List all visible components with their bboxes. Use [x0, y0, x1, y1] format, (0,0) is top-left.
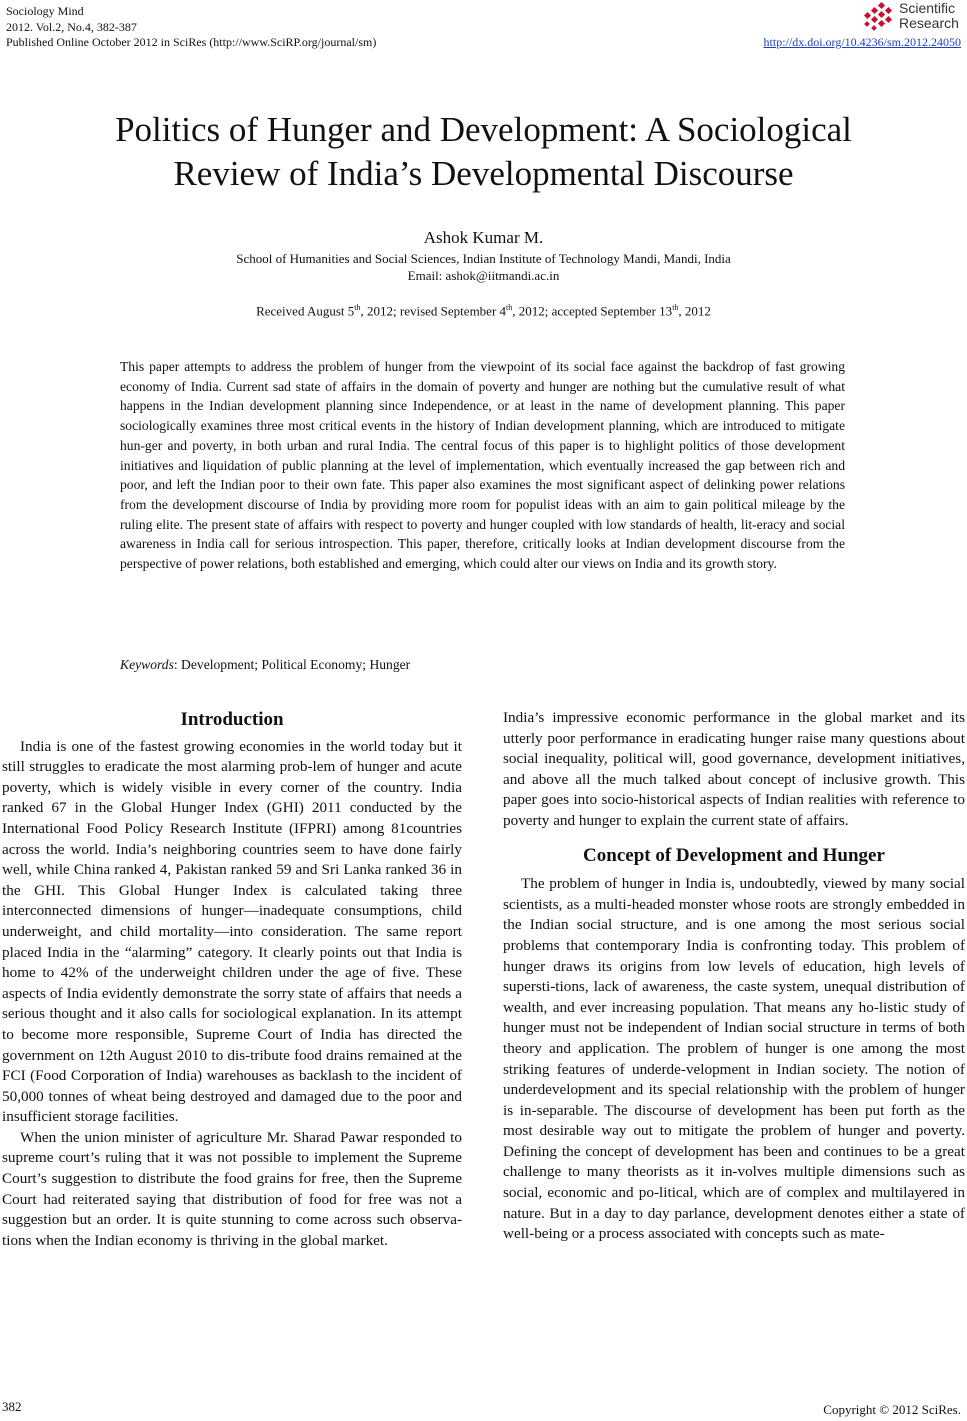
introduction-heading: Introduction	[180, 709, 284, 730]
affiliation-block	[0, 250, 967, 284]
logo-wordmark	[899, 1, 959, 31]
intro-paragraph-1: India is one of the fastest growing economies in the world today but it still struggles to eradicate the most alarming prob-lem of hunger and acute poverty, which is widely visible in every corner of the country. India ranked 67 in the Global Hunger Index (GHI) 2011 conducted by the International Food Policy Research Institute (IFPRI) among 81countries across the world. India’s neighboring countries seem to have done fairly well, while China ranked 4, Pakistan ranked 59 and Sri Lanka ranked 36 in the GHI. This Global Hunger Index is calculated taking three interconnected dimensions of hunger—inadequate consumptions, child underweight, and child mortality—into consideration. The same report placed India in the “alarming” category. It clearly points out that India is home to 42% of the underweight children under the age of five. These aspects of India evidently demonstrate the sorry state of affairs that needs a serious thought and it also calls for sociological explanation. In its attempt to become more responsible, Supreme Court of India has directed the government on 12th August 2010 to dis-tribute food drains remained at the FCI (Food Corporation of India) warehouses as backlash to the incident of 50,000 tonnes of wheat being destroyed and damaged due to the poor and insufficient storage facilities.	[2, 737, 462, 1126]
publisher-logo	[863, 0, 963, 34]
received-sup-1: th	[354, 303, 361, 312]
journal-header	[6, 4, 376, 51]
doi-link[interactable]: http://dx.doi.org/10.4236/sm.2012.24050	[763, 35, 961, 49]
received-text-2: , 2012; revised September 4	[360, 303, 507, 319]
abstract: This paper attempts to address the problem of hunger from the viewpoint of its social face against the backdrop of fast growing economy of India. Current sad state of affairs in the domain of poverty and hunger are nothing but the cumulative result of what happens in the Indian development planning since Independence, or at least in the name of development planning. This paper sociologically examines three most critical events in the history of Indian development planning, which are introduced to mitigate hun-ger and poverty, in both urban and rural India. The central focus of this paper is to highlight politics of those development initiatives and liquidation of public planning at the level of implementation, which eventually increased the gap between rich and poor, and left the Indian poor to their own fate. This paper also examines the most significant aspect of delinking power relations from the development discourse of India by providing more room for populist ideas with an aim to gain political mileage by the ruling elite. The present state of affairs with respect to poverty and hunger coupled with low standards of health, lit-eracy and social awareness in India call for serious introspection. This paper, therefore, critically looks at Indian development discourse from the perspective of power relations, both established and emerging, which could alter our views on India and its growth story.	[120, 359, 845, 572]
title-line-1: Politics of Hunger and Development: A Sociological	[115, 110, 852, 149]
scientific-research-logo-icon	[863, 2, 897, 32]
page-number: 382	[2, 1399, 22, 1414]
received-sup-3: th	[672, 303, 679, 312]
intro-paragraph-3: India’s impressive economic performance in the global market and its utterly poor performance in eradicating hunger raise many questions about social inequality, political will, good governance, development initiatives, and above all the much talked about concept of inclusive growth. This paper goes into socio-historical aspects of Indian realities with reference to poverty and hunger to explain the current state of affairs.	[503, 709, 965, 829]
logo-line-2: Research	[899, 15, 959, 31]
received-text-1: Received August 5	[256, 303, 355, 319]
intro-paragraph-2: When the union minister of agriculture Mr. Sharad Pawar responded to supreme court’s ruling that it was not possible to implement the Supreme Court’s suggestion to distribute the food grains for free, then the Supreme Court had reiterated saying that distribution of food for free was not a suggestion but an order. It is quite stunning to come across such observa-tions when the Indian economy is thriving in the global market.	[2, 1128, 462, 1249]
received-dates	[0, 303, 967, 319]
author-email: Email: ashok@iitmandi.ac.in	[407, 268, 560, 283]
left-column	[2, 708, 462, 1251]
keywords	[120, 657, 410, 673]
concept-heading: Concept of Development and Hunger	[583, 844, 885, 866]
received-text-3: , 2012; accepted September 13	[512, 303, 673, 319]
concept-paragraph-1: The problem of hunger in India is, undoubtedly, viewed by many social scientists, as a multi-headed monster whose roots are strongly embedded in the Indian social structure, and is one among the most serious social problems that contemporary India is confronting today. This problem of hunger draws its origins from low levels of education, high levels of supersti-tions, lack of awareness, the caste system, unequal distribution of wealth, and ever increasing population. That means any ho-listic study of hunger must not be independent of Indian social structure in terms of both theory and application. The problem of hunger is one among the most striking features of underde-velopment in Indian society. The notion of underdevelopment and its special relationship with the problem of hunger is in-separable. The discourse of development has been put forth as the most desirable way out to mitigate the problem of hunger and poverty. Defining the concept of development has been and continues to be a great challenge to many theorists as it in-volves multiple dimensions such as social, economic and po-litical, which are of complex and multilayered in nature. But in a day to day parlance, development denotes either a state of well-being or a process associated with concepts such as mate-	[503, 875, 965, 1243]
paper-title	[0, 108, 967, 196]
right-column	[503, 708, 965, 1245]
copyright: Copyright © 2012 SciRes.	[823, 1402, 961, 1417]
title-line-2: Review of India’s Developmental Discourse	[173, 154, 794, 193]
keywords-label: Keywords	[120, 657, 174, 672]
received-sup-2: th	[506, 303, 513, 312]
received-text-4: , 2012	[678, 303, 711, 319]
publication-info: Published Online October 2012 in SciRes (http://www.SciRP.org/journal/sm)	[6, 35, 377, 49]
keywords-list: : Development; Political Economy; Hunger	[173, 657, 411, 672]
volume-info: 2012. Vol.2, No.4, 382-387	[6, 19, 137, 34]
logo-line-1: Scientific	[899, 0, 956, 16]
journal-name: Sociology Mind	[6, 4, 84, 18]
affiliation: School of Humanities and Social Sciences, Indian Institute of Technology Mandi, Mandi, India	[236, 251, 731, 266]
author-name: Ashok Kumar M.	[423, 228, 544, 247]
